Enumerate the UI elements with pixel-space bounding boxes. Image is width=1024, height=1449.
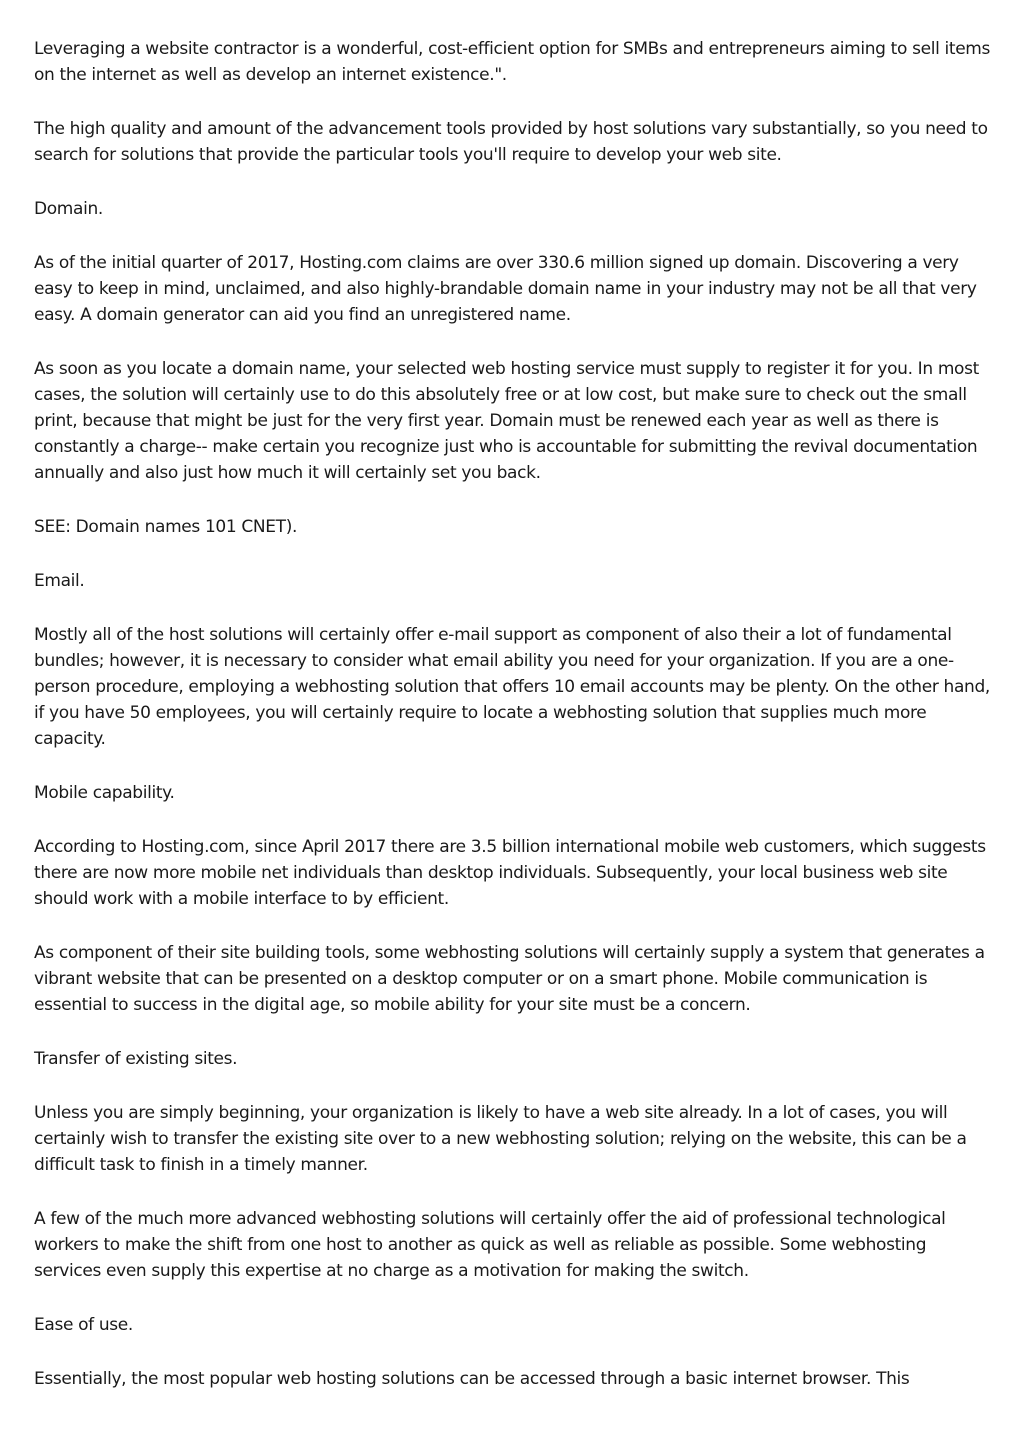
paragraph-domain-register: As soon as you locate a domain name, your selected web hosting service must supply to register it for you. In most cases, the solution will certainly use to do this absolutely free or at low cost, but make sure to check out the small print, because that might be just for the very first year. Domain must be renewed each year as well as there is constantly a charge-- make certain you recognize just who is accountable for submitting the revival documentation annually and also just how much it will certainly set you back.: [34, 359, 979, 483]
paragraph-mobile-tools: As component of their site building tools, some webhosting solutions will certainly supply a system that generates a vibrant website that can be presented on a desktop computer or on a smart phone. Mobile communication is essential to success in the digital age, so mobile ability for your site must be a concern.: [34, 943, 985, 1015]
paragraph-email: Mostly all of the host solutions will certainly offer e-mail support as component of also their a lot of fundamental bundles; however, it is necessary to consider what email ability you need for your organization. If you are a one-person procedure, employing a webhosting solution that offers 10 email accounts may be plenty. On the other hand, if you have 50 employees, you will certainly require to locate a webhosting solution that supplies much more capacity.: [34, 625, 990, 749]
document-body: [34, 36, 994, 1420]
paragraph-mobile-stats: According to Hosting.com, since April 2017 there are 3.5 billion international mobile web customers, which suggests there are now more mobile net individuals than desktop individuals. Subsequently, your local business web site should work with a mobile interface to by efficient.: [34, 837, 986, 909]
heading-email: Email.: [34, 571, 85, 591]
paragraph-ease-of-use: Essentially, the most popular web hosting solutions can be accessed through a basic internet browser. This: [34, 1369, 910, 1389]
paragraph-intro: Leveraging a website contractor is a wonderful, cost-efficient option for SMBs and entrepreneurs aiming to sell items on the internet as well as develop an internet existence.".: [34, 39, 991, 85]
paragraph-transfer-support: A few of the much more advanced webhosting solutions will certainly offer the aid of professional technological workers to make the shift from one host to another as quick as well as reliable as possible. Some webhosting services even supply this expertise at no charge as a motivation for making the switch.: [34, 1209, 946, 1281]
heading-ease-of-use: Ease of use.: [34, 1315, 133, 1335]
paragraph-domain-stats: As of the initial quarter of 2017, Hosting.com claims are over 330.6 million signed up domain. Discovering a very easy to keep in mind, unclaimed, and also highly-brandable domain name in your industry may not be all that very easy. A domain generator can aid you find an unregistered name.: [34, 253, 977, 325]
paragraph-see-domain: SEE: Domain names 101 CNET).: [34, 517, 298, 537]
heading-domain: Domain.: [34, 199, 103, 219]
paragraph-tools: The high quality and amount of the advancement tools provided by host solutions vary substantially, so you need to search for solutions that provide the particular tools you'll require to develop your web site.: [34, 119, 988, 165]
heading-mobile: Mobile capability.: [34, 783, 175, 803]
paragraph-transfer: Unless you are simply beginning, your organization is likely to have a web site already. In a lot of cases, you will certainly wish to transfer the existing site over to a new webhosting solution; relying on the website, this can be a difficult task to finish in a timely manner.: [34, 1103, 967, 1175]
heading-transfer: Transfer of existing sites.: [34, 1049, 238, 1069]
